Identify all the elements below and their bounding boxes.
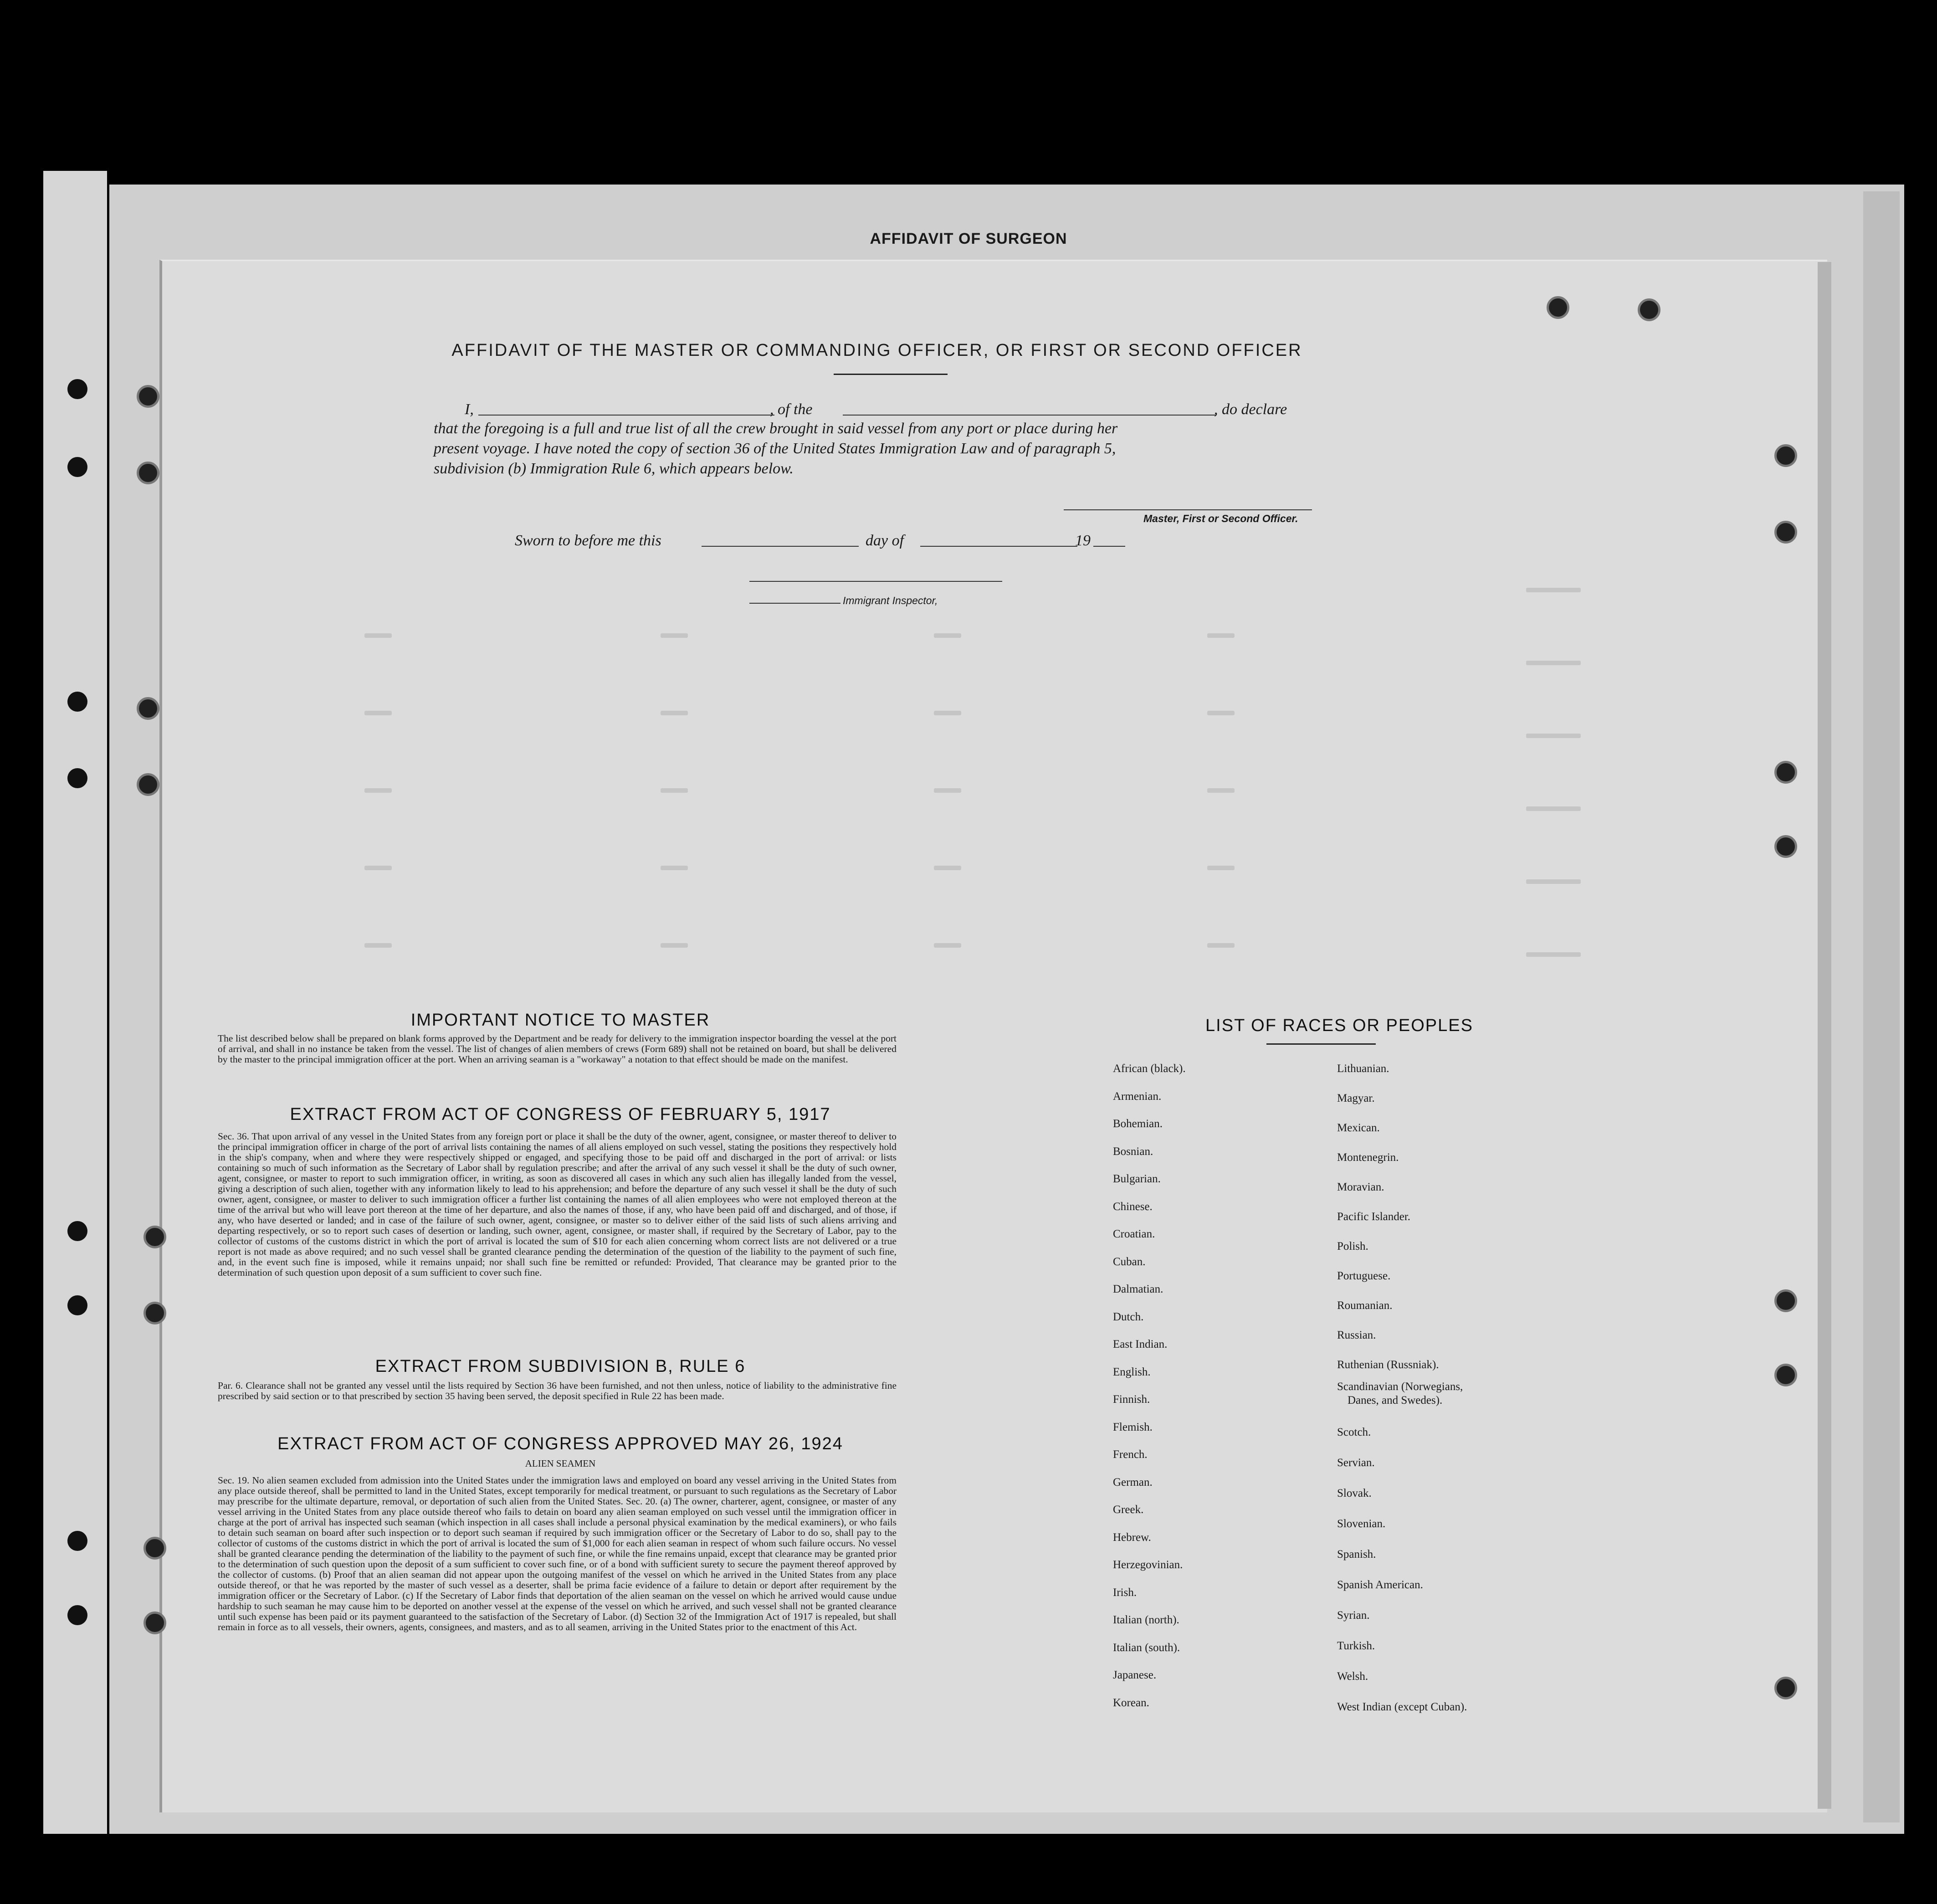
- race-item: Roumanian.: [1337, 1299, 1393, 1312]
- race-item: Armenian.: [1113, 1090, 1162, 1103]
- notice-text: The list described below shall be prepared on blank forms approved by the Department and be ready for delivery to the immigration inspector boarding the vessel at the port of arrival, and shall in no instance be taken from the vessel. The list of changes of alien members of crews (Form 689) shall not be retained on board, but shall be delivered by the master to the principal immigration officer at the port. When an arriving seaman is a "workaway" a notation to that effect should be made on the manifest.: [218, 1033, 897, 1065]
- punch-hole-icon: [143, 1537, 166, 1560]
- declarant-prefix: I,: [465, 401, 474, 418]
- race-item: Herzegovinian.: [1113, 1559, 1183, 1571]
- year-prefix: 19: [1075, 532, 1091, 549]
- race-item: Korean.: [1113, 1696, 1149, 1709]
- races-heading-rule: [1266, 1043, 1376, 1045]
- race-item: Montenegrin.: [1337, 1151, 1399, 1164]
- bleed-through-mark: [1207, 633, 1235, 638]
- surgeon-affidavit-title: AFFIDAVIT OF SURGEON: [870, 230, 1067, 247]
- punch-hole-icon: [67, 379, 87, 399]
- bleed-through-mark: [1207, 788, 1235, 793]
- bleed-through-mark: [1526, 952, 1581, 957]
- bleed-through-mark: [364, 943, 392, 948]
- bleed-through-mark: [1207, 711, 1235, 715]
- race-item: Servian.: [1337, 1457, 1375, 1469]
- punch-hole-icon: [143, 1226, 166, 1248]
- race-item: Ruthenian (Russniak).: [1337, 1359, 1439, 1371]
- bleed-through-mark: [934, 633, 961, 638]
- master-signature-label: Master, First or Second Officer.: [1143, 513, 1298, 524]
- punch-hole-icon: [67, 768, 87, 788]
- race-item: Mexican.: [1337, 1122, 1380, 1134]
- declaration-line-2: that the foregoing is a full and true list of all the crew brought in said vessel from any port or place during her: [434, 420, 1118, 437]
- day-of-label: day of: [866, 532, 904, 549]
- punch-hole-icon: [143, 1611, 166, 1634]
- rule-6-text: Par. 6. Clearance shall not be granted any vessel until the lists required by Section 36 have been furnished, and not then unless, notice of liability to the administrative fine prescribed by said section or to that prescribed by section 35 having been served, the deposit specified in Rule 22 has been made.: [218, 1380, 897, 1401]
- punch-hole-icon: [1774, 444, 1797, 467]
- alien-seamen-subtitle: ALIEN SEAMEN: [525, 1458, 596, 1469]
- affidavit-title: AFFIDAVIT OF THE MASTER OR COMMANDING OFFICER, OR FIRST OR SECOND OFFICER: [451, 341, 1302, 360]
- race-item: Bosnian.: [1113, 1145, 1153, 1158]
- race-item: English.: [1113, 1365, 1151, 1378]
- punch-hole-icon: [137, 697, 159, 720]
- race-item: German.: [1113, 1476, 1153, 1488]
- bleed-through-mark: [661, 633, 688, 638]
- races-heading: LIST OF RACES OR PEOPLES: [1205, 1016, 1473, 1035]
- race-item: Cuban.: [1113, 1255, 1146, 1268]
- race-item: Dalmatian.: [1113, 1283, 1163, 1295]
- punch-hole-icon: [67, 1605, 87, 1625]
- bleed-through-mark: [364, 711, 392, 715]
- race-item: Scandinavian (Norwegians,: [1337, 1381, 1463, 1393]
- race-item: West Indian (except Cuban).: [1337, 1701, 1467, 1713]
- race-item: Lithuanian.: [1337, 1062, 1389, 1075]
- punch-hole-icon: [67, 457, 87, 477]
- race-item: African (black).: [1113, 1062, 1186, 1075]
- vessel-name-line[interactable]: [843, 415, 1216, 416]
- race-item: French.: [1113, 1448, 1148, 1461]
- bleed-through-mark: [1526, 734, 1581, 738]
- declare-suffix: , do declare: [1214, 401, 1287, 418]
- bleed-through-mark: [364, 788, 392, 793]
- race-item: Spanish.: [1337, 1548, 1376, 1560]
- race-item: Croatian.: [1113, 1228, 1155, 1240]
- race-item: Polish.: [1337, 1240, 1368, 1252]
- declarant-name-line[interactable]: [478, 415, 774, 416]
- bleed-through-mark: [1526, 806, 1581, 811]
- bleed-through-mark: [934, 866, 961, 870]
- race-item: Slovak.: [1337, 1487, 1372, 1499]
- race-item: Slovenian.: [1337, 1518, 1386, 1530]
- race-item: Japanese.: [1113, 1669, 1157, 1681]
- bleed-through-mark: [661, 866, 688, 870]
- act-1917-heading: EXTRACT FROM ACT OF CONGRESS OF FEBRUARY 5, 1917: [290, 1105, 831, 1124]
- bleed-through-mark: [1526, 661, 1581, 665]
- vessel-prefix: , of the: [770, 401, 813, 418]
- bleed-through-mark: [661, 788, 688, 793]
- race-item: Italian (south).: [1113, 1641, 1180, 1654]
- sheet-edge-shadow: [1818, 262, 1831, 1809]
- title-rule: [834, 374, 948, 375]
- rule-6-heading: EXTRACT FROM SUBDIVISION B, RULE 6: [375, 1357, 746, 1376]
- inspector-sub-line: [749, 603, 840, 604]
- bleed-through-mark: [1207, 866, 1235, 870]
- punch-hole-icon: [67, 1295, 87, 1315]
- race-item: Syrian.: [1337, 1609, 1370, 1622]
- race-item: Moravian.: [1337, 1181, 1384, 1193]
- punch-hole-icon: [1774, 761, 1797, 784]
- race-item: Bohemian.: [1113, 1118, 1163, 1130]
- punch-hole-icon: [67, 1221, 87, 1241]
- master-signature-line[interactable]: [1064, 509, 1312, 510]
- race-item: Turkish.: [1337, 1640, 1375, 1652]
- inspector-signature-line[interactable]: [749, 581, 1002, 582]
- race-item: Welsh.: [1337, 1670, 1368, 1683]
- race-item: Italian (north).: [1113, 1614, 1179, 1626]
- race-item: Finnish.: [1113, 1393, 1150, 1406]
- punch-hole-icon: [1774, 1364, 1797, 1386]
- punch-hole-icon: [1547, 296, 1569, 319]
- race-item: Danes, and Swedes).: [1348, 1394, 1443, 1406]
- act-1924-heading: EXTRACT FROM ACT OF CONGRESS APPROVED MAY 26, 1924: [277, 1434, 843, 1453]
- punch-hole-icon: [1638, 298, 1660, 321]
- race-item: Scotch.: [1337, 1426, 1371, 1438]
- bleed-through-mark: [934, 711, 961, 715]
- bleed-through-mark: [364, 866, 392, 870]
- punch-hole-icon: [1774, 521, 1797, 544]
- race-item: Flemish.: [1113, 1421, 1153, 1433]
- notice-heading: IMPORTANT NOTICE TO MASTER: [410, 1011, 710, 1030]
- punch-hole-icon: [137, 385, 159, 408]
- bleed-through-mark: [1526, 588, 1581, 592]
- sworn-label: Sworn to before me this: [515, 532, 661, 549]
- race-item: East Indian.: [1113, 1338, 1168, 1350]
- declaration-line-4: subdivision (b) Immigration Rule 6, which appears below.: [434, 460, 794, 477]
- punch-hole-icon: [67, 692, 87, 712]
- punch-hole-icon: [1774, 835, 1797, 858]
- race-item: Portuguese.: [1337, 1270, 1391, 1282]
- bleed-through-mark: [1207, 943, 1235, 948]
- race-item: Spanish American.: [1337, 1579, 1423, 1591]
- race-item: Chinese.: [1113, 1200, 1153, 1213]
- race-item: Bulgarian.: [1113, 1173, 1161, 1185]
- bleed-through-mark: [1526, 879, 1581, 884]
- race-item: Greek.: [1113, 1504, 1144, 1516]
- binder-strip: [43, 171, 107, 1834]
- race-item: Dutch.: [1113, 1310, 1144, 1323]
- punch-hole-icon: [1774, 1677, 1797, 1699]
- act-1917-text: Sec. 36. That upon arrival of any vessel in the United States from any foreign port or place it shall be the duty of the owner, agent, consignee, or master thereof to deliver to the principal immigration officer in charge of the port of arrival lists containing the names of all aliens employed on such vessel, stating the positions they respectively hold in the ship's company, when and where they were respectively shipped or engaged, and specifying those to be paid off and discharged in the port of arrival: or lists containing so much of such information as the Secretary of Labor shall by regulation prescribe; and after the arrival of any such vessel it shall be the duty of such owner, agent, consignee, or master to report to such immigration officer, in writing, as soon as discovered all cases in which any such alien has illegally landed from the vessel, giving a description of such alien, together with any information likely to lead to his apprehension; and before the departure of any such vessel it shall be the duty of such owner, agent, consignee, or master to deliver to such immigration officer a further list containing the names of all alien employees who were not employed thereon at the time of the arrival but who will leave port thereon at the time of her departure, and also the names of those, if any, who have been paid off and discharged, and of those, if any, who have deserted or landed; and in case of the failure of such owner, agent, consignee, or master so to deliver either of the said lists of such aliens arriving and departing respectively, or so to report such cases of desertion or landing, such owner, agent, consignee, or master shall, if required by the Secretary of Labor, pay to the collector of customs of the customs district in which the port of arrival is located the sum of $10 for each alien concerning whom correct lists are not delivered or a true report is not made as above required; and no such vessel shall be granted clearance pending the determination of the question of the liability to the payment of such fine, and, in the event such fine is imposed, while it remains unpaid; nor shall such fine be remitted or refunded: Provided, That clearance may be granted prior to the determination of such question upon deposit of a sum sufficient to cover such fine.: [218, 1131, 897, 1278]
- race-item: Pacific Islander.: [1337, 1211, 1411, 1223]
- race-item: Magyar.: [1337, 1092, 1375, 1104]
- bleed-through-mark: [661, 711, 688, 715]
- declaration-line-3: present voyage. I have noted the copy of section 36 of the United States Immigration Law and of paragraph 5,: [434, 440, 1116, 457]
- inspector-signature-label: Immigrant Inspector,: [843, 595, 938, 606]
- race-item: Irish.: [1113, 1586, 1137, 1599]
- act-1924-text: Sec. 19. No alien seamen excluded from admission into the United States under the immigration laws and employed on board any vessel arriving in the United States from any place outside thereof, shall be permitted to land in the United States, except temporarily for medical treatment, or pursuant to such regulations as the Secretary of Labor may prescribe for the ultimate departure, removal, or deportation of such alien from the United States. Sec. 20. (a) The owner, charterer, agent, consignee, or master of any vessel arriving in the United States from any place outside thereof who fails to detain on board any alien seaman employed on such vessel until the immigration officer in charge at the port of arrival has inspected such seaman (which inspection in all cases shall include a personal physical examination by the medical examiners), or who fails to detain such seaman on board after such inspection or to deport such seaman if required by such immigration officer or the Secretary of Labor to do so, shall pay to the collector of customs of the customs district in which the port of arrival is located the sum of $1,000 for each alien seaman in respect of whom such failure occurs. No vessel shall be granted clearance pending the determination of the liability to the payment of such fine, or while the fine remains unpaid, except that clearance may be granted prior to the determination of such question upon the deposit of a sum sufficient to cover such fine, or of a bond with sufficient surety to secure the payment thereof approved by the collector of customs. (b) Proof that an alien seaman did not appear upon the outgoing manifest of the vessel on which he arrived in the United States from any place outside thereof, or that he was reported by the master of such vessel as a deserter, shall be prima facie evidence of a failure to detain or deport after requirement by the immigration officer or the Secretary of Labor. (c) If the Secretary of Labor finds that deportation of the alien seaman on the vessel on which he arrived would cause undue hardship to such seaman he may cause him to be deported on another vessel at the expense of the vessel on which he arrived, and such vessel shall not be granted clearance until such expense has been paid or its payment guaranteed to the satisfaction of the Secretary of Labor. (d) Section 32 of the Immigration Act of 1917 is repealed, but shall remain in force as to all vessels, their owners, agents, consignees, and masters, and as to all seamen, arriving in the United States prior to the enactment of this Act.: [218, 1475, 897, 1632]
- bleed-through-mark: [661, 943, 688, 948]
- back-sheet-edge: [1863, 191, 1900, 1822]
- bleed-through-mark: [364, 633, 392, 638]
- sworn-month-line[interactable]: [920, 546, 1077, 547]
- race-item: Russian.: [1337, 1329, 1376, 1341]
- sworn-day-line[interactable]: [702, 546, 859, 547]
- bleed-through-mark: [934, 943, 961, 948]
- punch-hole-icon: [67, 1531, 87, 1551]
- punch-hole-icon: [137, 462, 159, 484]
- punch-hole-icon: [1774, 1289, 1797, 1312]
- punch-hole-icon: [143, 1302, 166, 1324]
- bleed-through-mark: [934, 788, 961, 793]
- sworn-year-line[interactable]: [1093, 546, 1125, 547]
- race-item: Hebrew.: [1113, 1531, 1151, 1544]
- punch-hole-icon: [137, 773, 159, 796]
